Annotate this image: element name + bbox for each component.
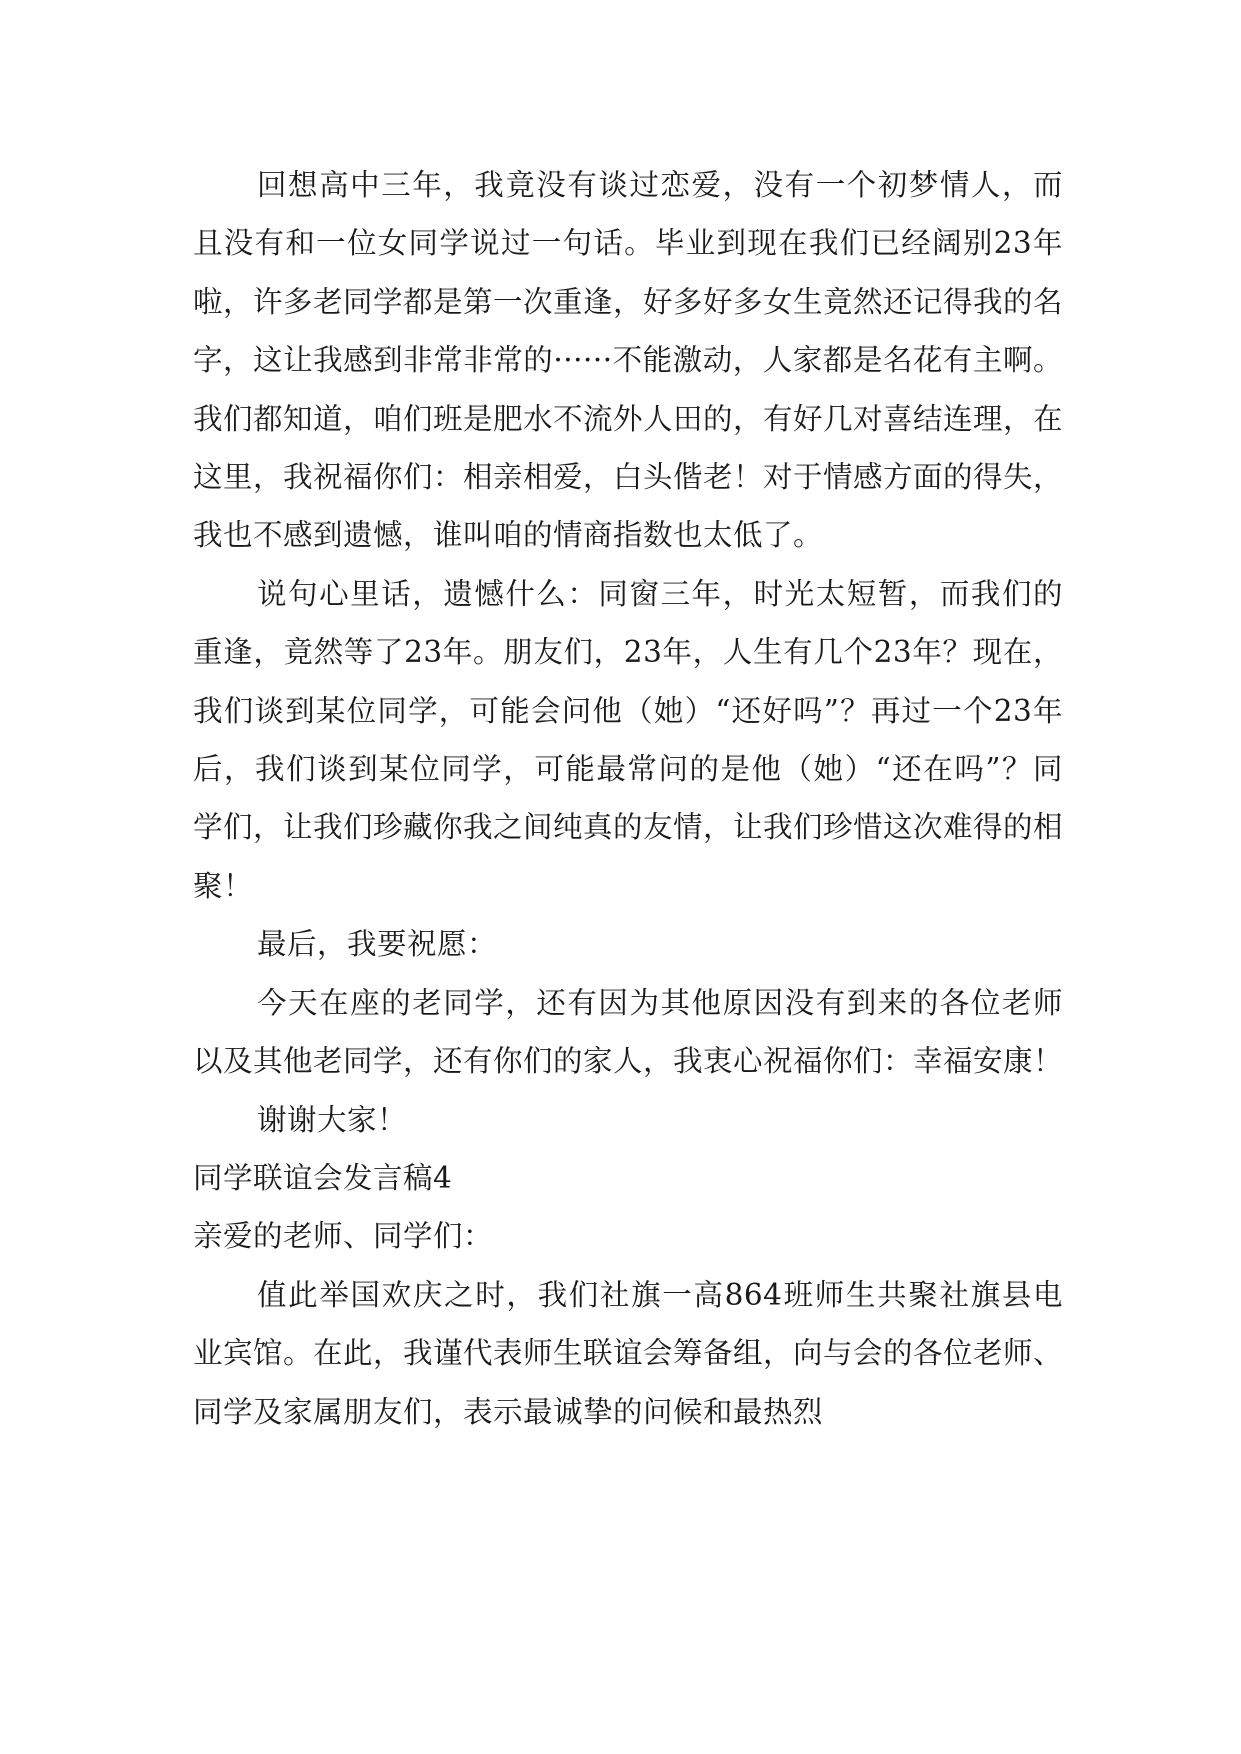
salutation: 亲爱的老师、同学们： bbox=[193, 1219, 494, 1254]
paragraph-thanks: 谢谢大家！ bbox=[257, 1102, 408, 1137]
paragraph-blessing: 今天在座的老同学，还有因为其他原因没有到来的各位老师以及其他老同学，还有你们的家人，我衷心祝福你们：幸福安康！ bbox=[193, 985, 1064, 1079]
paragraph-regret: 说句心里话，遗憾什么：同窗三年，时光太短暂，而我们的重逢，竟然等了23年。朋友们，23年，人生有几个23年？现在，我们谈到某位同学，可能会问他（她）“还好吗”？再过一个23年后，我们谈到某位同学，可能最常问的是他（她）“还在吗”？同学们，让我们珍藏你我之间纯真的友情，让我们珍惜这次难得的相聚！ bbox=[193, 576, 1064, 903]
paragraph-opening: 值此举国欢庆之时，我们社旗一高864班师生共聚社旗县电业宾馆。在此，我谨代表师生联谊会筹备组，向与会的各位老师、同学及家属朋友们，表示最诚挚的问候和最热烈 bbox=[193, 1277, 1064, 1429]
document-body bbox=[193, 156, 1063, 1441]
paragraph-wish-intro: 最后，我要祝愿： bbox=[257, 927, 498, 962]
paragraph-reflection: 回想高中三年，我竟没有谈过恋爱，没有一个初梦情人，而且没有和一位女同学说过一句话。毕业到现在我们已经阔别23年啦，许多老同学都是第一次重逢，好多好多女生竟然还记得我的名字，这让我感到非常非常的······不能激动，人家都是名花有主啊。我们都知道，咱们班是肥水不流外人田的，有好几对喜结连理，在这里，我祝福你们：相亲相爱，白头偕老！对于情感方面的得失，我也不感到遗憾，谁叫咱的情商指数也太低了。 bbox=[193, 168, 1064, 553]
section-title: 同学联谊会发言稿4 bbox=[193, 1160, 453, 1195]
